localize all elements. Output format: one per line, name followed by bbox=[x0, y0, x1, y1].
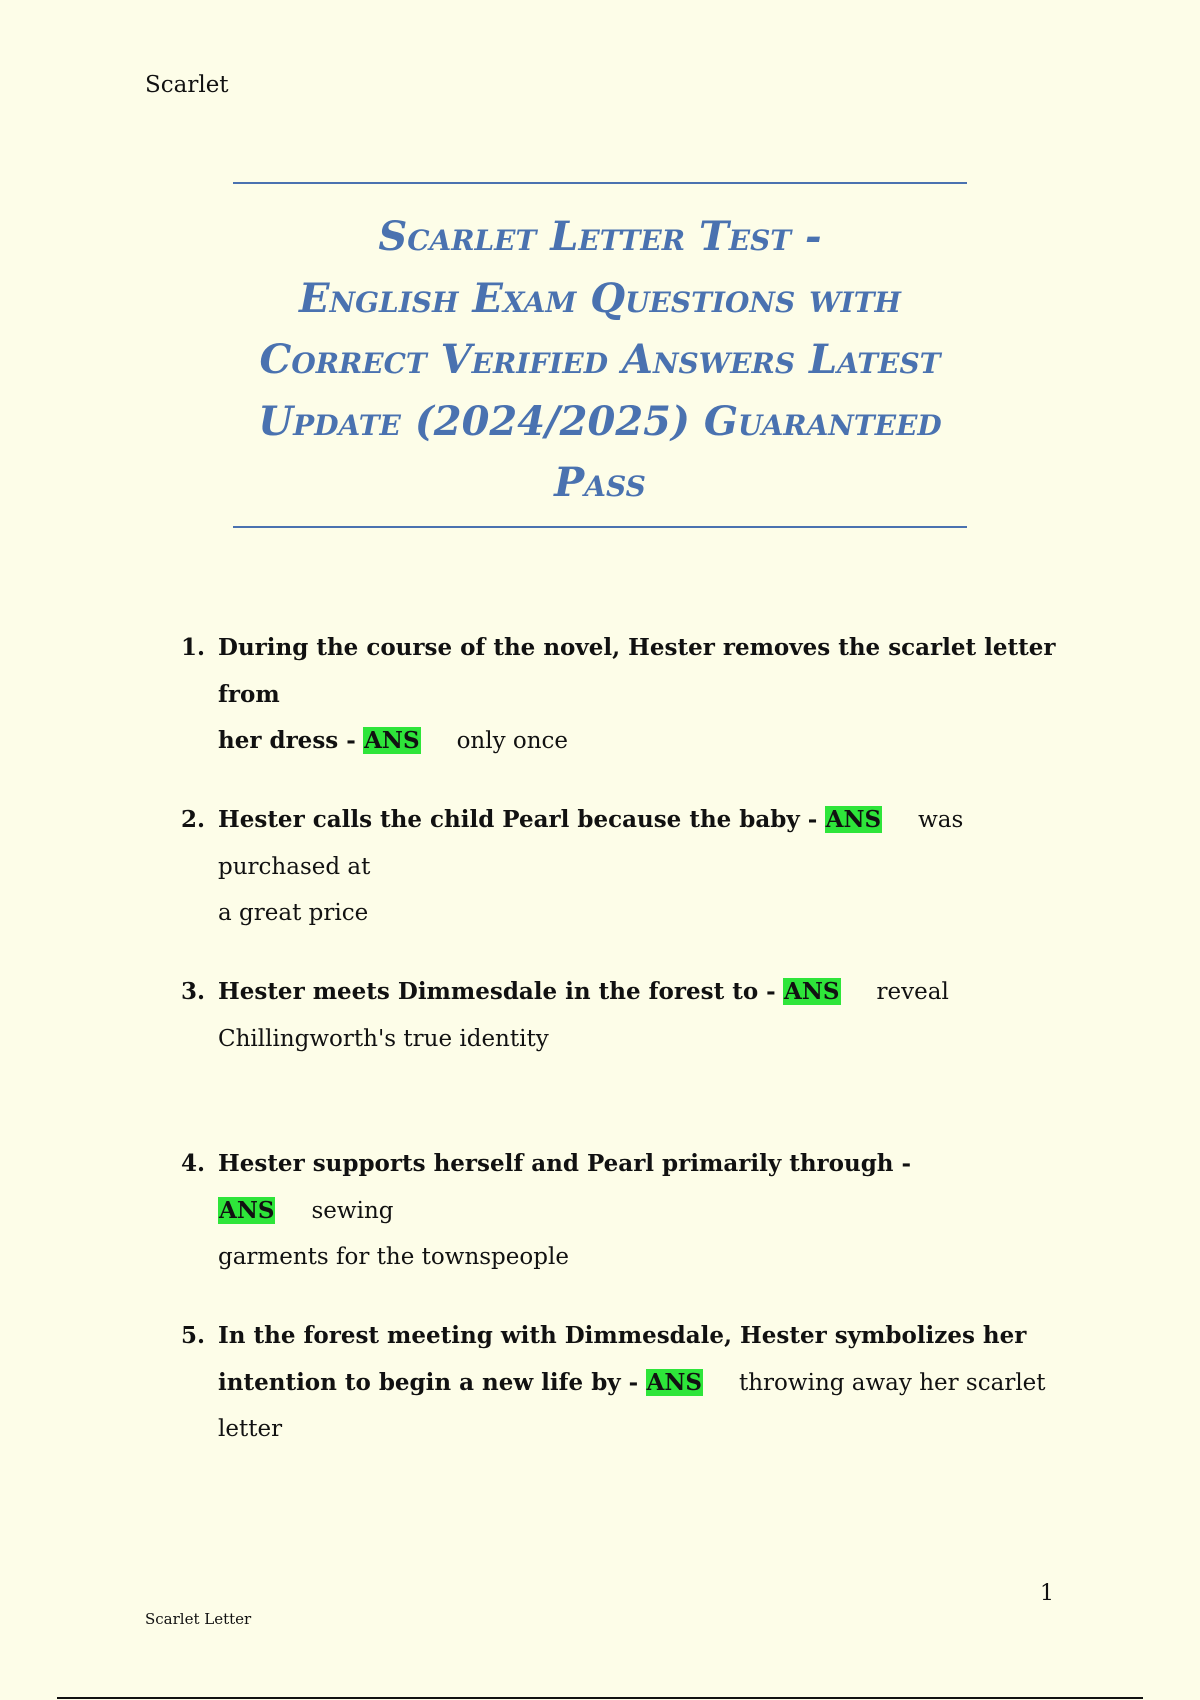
title-rule-bottom bbox=[233, 526, 967, 528]
question-number: 4. bbox=[181, 1150, 206, 1177]
title-line: Pass bbox=[554, 459, 646, 506]
ans-marker: ANS bbox=[825, 806, 882, 833]
answer-line bbox=[218, 1016, 1063, 1063]
question-line bbox=[218, 797, 1063, 890]
title-line: Scarlet Letter Test - bbox=[378, 213, 822, 260]
page-footer: Scarlet Letter bbox=[145, 1610, 252, 1628]
question-text: Hester supports herself and Pearl primarily through - bbox=[218, 1150, 912, 1177]
question-line bbox=[218, 718, 1063, 765]
title-line: Update (2024/2025) Guaranteed bbox=[258, 397, 942, 445]
question-item bbox=[181, 797, 1063, 969]
page-number: 1 bbox=[1040, 1581, 1054, 1606]
question-text: Hester calls the child Pearl because the baby - bbox=[218, 806, 818, 833]
question-item bbox=[181, 1313, 1063, 1485]
title-line: English Exam Questions with bbox=[299, 274, 901, 322]
question-number: 3. bbox=[181, 978, 206, 1005]
question-number: 1. bbox=[181, 634, 206, 661]
ans-marker: ANS bbox=[219, 1196, 275, 1224]
document-title bbox=[233, 206, 967, 514]
answer-line bbox=[218, 890, 1063, 937]
question-text: her dress - bbox=[218, 727, 356, 754]
answer-text: only once bbox=[456, 728, 569, 754]
answer-text: a great price bbox=[218, 900, 369, 926]
question-item bbox=[181, 969, 1063, 1141]
question-number: 2. bbox=[181, 806, 206, 833]
question-line bbox=[218, 625, 1063, 718]
answer-text: sewing bbox=[311, 1197, 394, 1224]
answer-text: Chillingworth's true identity bbox=[218, 1025, 549, 1052]
question-text: Hester meets Dimmesdale in the forest to - bbox=[218, 978, 776, 1005]
question-line bbox=[218, 1313, 1063, 1360]
question-line bbox=[218, 1141, 1063, 1234]
question-text: In the forest meeting with Dimmesdale, Hester symbolizes her bbox=[218, 1322, 1027, 1349]
ans-marker: ANS bbox=[784, 978, 840, 1005]
question-item bbox=[181, 625, 1063, 797]
question-line bbox=[218, 969, 1063, 1016]
answer-text: garments for the townspeople bbox=[218, 1244, 569, 1270]
footer-rule bbox=[57, 1697, 1143, 1699]
question-text: intention to begin a new life by - bbox=[218, 1368, 639, 1396]
ans-marker: ANS bbox=[646, 1368, 702, 1396]
answer-text: reveal bbox=[876, 979, 949, 1005]
title-line: Correct Verified Answers Latest bbox=[259, 336, 941, 383]
question-item bbox=[181, 1141, 1063, 1313]
answer-line bbox=[218, 1234, 1063, 1281]
question-list bbox=[181, 625, 1063, 1485]
page-header: Scarlet bbox=[145, 72, 229, 98]
question-number: 5. bbox=[181, 1322, 206, 1349]
question-line bbox=[218, 1360, 1063, 1453]
title-rule-top bbox=[233, 182, 967, 184]
ans-marker: ANS bbox=[364, 727, 420, 754]
answer-text: throwing away her scarlet letter bbox=[218, 1369, 1046, 1442]
answer-text: was purchased at bbox=[218, 807, 964, 880]
question-text: During the course of the novel, Hester removes the scarlet letter from bbox=[218, 634, 1056, 708]
